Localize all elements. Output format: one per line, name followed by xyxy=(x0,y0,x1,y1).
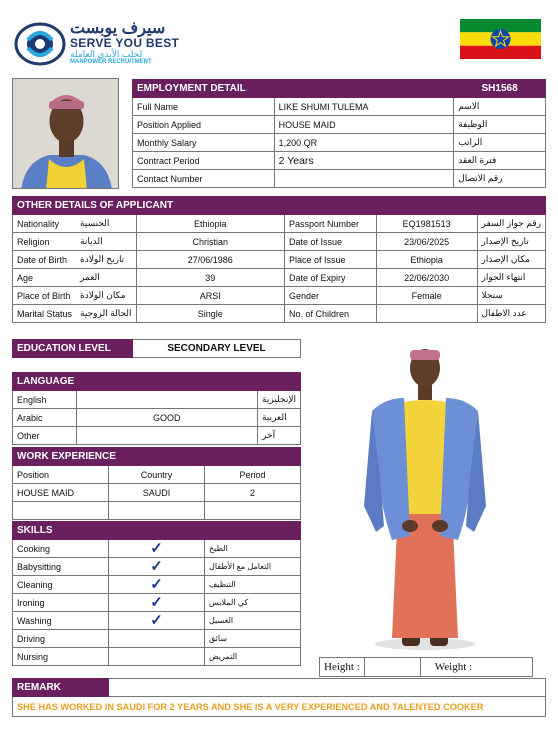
skill-label: Cooking xyxy=(13,540,109,558)
detail-label-ar: تاريخ الولادة xyxy=(76,251,136,269)
work-row xyxy=(13,484,301,502)
other-details-row xyxy=(13,287,546,305)
employment-label: Contact Number xyxy=(133,170,275,188)
language-label: Other xyxy=(13,427,77,445)
detail-label: Age xyxy=(13,269,77,287)
height-label: Height : xyxy=(320,658,365,677)
detail-value: 23/06/2025 xyxy=(376,233,477,251)
skill-label: Ironing xyxy=(13,594,109,612)
language-label-ar: العربية xyxy=(258,409,301,427)
detail-label-ar: الحالة الزوجية xyxy=(76,305,136,323)
work-column-header: Period xyxy=(205,466,301,484)
language-title: LANGUAGE xyxy=(13,373,301,391)
remark-text: SHE HAS WORKED IN SAUDI FOR 2 YEARS AND SHE IS A VERY EXPERIENCED AND TALENTED COOKER xyxy=(13,697,546,717)
skill-label: Cleaning xyxy=(13,576,109,594)
employment-row xyxy=(133,152,546,170)
other-details-title: OTHER DETAILS OF APPLICANT xyxy=(13,197,546,215)
language-row xyxy=(13,391,301,409)
education-label: EDUCATION LEVEL xyxy=(13,340,133,358)
education-value: SECONDARY LEVEL xyxy=(133,340,301,358)
employment-value: 2 Years xyxy=(274,152,454,170)
checkmark-icon: ✓ xyxy=(109,576,205,594)
employment-label: Monthly Salary xyxy=(133,134,275,152)
remark-title-filler xyxy=(109,679,546,697)
applicant-code: SH1568 xyxy=(454,80,546,98)
skill-label: Babysitting xyxy=(13,558,109,576)
detail-label-ar: رقم جواز السفر xyxy=(477,215,546,233)
logo-english: SERVE YOU BEST xyxy=(70,36,180,50)
skill-check-empty xyxy=(109,648,205,666)
skill-label: Driving xyxy=(13,630,109,648)
weight-value xyxy=(476,658,532,677)
employment-value xyxy=(274,170,454,188)
work-cell: 2 xyxy=(205,484,301,502)
detail-label-ar: الجنسية xyxy=(76,215,136,233)
company-logo xyxy=(14,18,184,68)
detail-label: Gender xyxy=(285,287,377,305)
other-details-row xyxy=(13,269,546,287)
employment-label-ar: الوظيفة xyxy=(454,116,546,134)
work-cell xyxy=(13,502,109,520)
detail-value: Female xyxy=(376,287,477,305)
skill-check-empty xyxy=(109,630,205,648)
detail-label-ar: مكان الإصدار xyxy=(477,251,546,269)
detail-value: Ethiopia xyxy=(136,215,284,233)
skill-label-ar: كي الملابس xyxy=(205,594,301,612)
detail-label-ar: سنجلا xyxy=(477,287,546,305)
detail-value: Ethiopia xyxy=(376,251,477,269)
work-header-row xyxy=(13,466,301,484)
applicant-full-photo xyxy=(340,336,510,656)
language-level xyxy=(76,427,257,445)
language-row xyxy=(13,427,301,445)
language-row xyxy=(13,409,301,427)
work-cell: HOUSE MAID xyxy=(13,484,109,502)
employment-value: LIKE SHUMI TULEMA xyxy=(274,98,454,116)
detail-value: 22/06/2030 xyxy=(376,269,477,287)
detail-label: No. of Children xyxy=(285,305,377,323)
employment-value: 1,200 QR xyxy=(274,134,454,152)
employment-row xyxy=(133,134,546,152)
other-details-row xyxy=(13,251,546,269)
employment-label: Full Name xyxy=(133,98,275,116)
skill-row xyxy=(13,630,301,648)
language-section xyxy=(12,372,301,445)
skill-label-ar: الطبخ xyxy=(205,540,301,558)
skill-row xyxy=(13,576,301,594)
checkmark-icon: ✓ xyxy=(109,612,205,630)
employment-row xyxy=(133,116,546,134)
detail-label-ar: تاريخ الإصدار xyxy=(477,233,546,251)
skill-label-ar: سائق xyxy=(205,630,301,648)
work-column-header: Country xyxy=(109,466,205,484)
detail-label: Marital Status xyxy=(13,305,77,323)
skill-row xyxy=(13,594,301,612)
skill-label-ar: التمريض xyxy=(205,648,301,666)
employment-label: Position Applied xyxy=(133,116,275,134)
detail-label-ar: عدد الاطفال xyxy=(477,305,546,323)
work-cell: SAUDI xyxy=(109,484,205,502)
remark-title: REMARK xyxy=(13,679,109,697)
skill-label: Washing xyxy=(13,612,109,630)
skills-section xyxy=(12,521,301,666)
skill-label-ar: التنظيف xyxy=(205,576,301,594)
detail-value: Christian xyxy=(136,233,284,251)
weight-label: Weight : xyxy=(420,658,476,677)
employment-row xyxy=(133,98,546,116)
logo-arabic: سيرف يوبست xyxy=(70,20,166,37)
detail-label: Date of Issue xyxy=(285,233,377,251)
detail-label: Nationality xyxy=(13,215,77,233)
employment-label-ar: الاسم xyxy=(454,98,546,116)
detail-value: 39 xyxy=(136,269,284,287)
education-section xyxy=(12,339,301,358)
detail-label: Date of Expiry xyxy=(285,269,377,287)
detail-label-ar: العمر xyxy=(76,269,136,287)
skill-row xyxy=(13,612,301,630)
employment-label-ar: فترة العقد xyxy=(454,152,546,170)
detail-value: Single xyxy=(136,305,284,323)
language-label-ar: الإنجليزية xyxy=(258,391,301,409)
work-row xyxy=(13,502,301,520)
detail-value: ARSI xyxy=(136,287,284,305)
employment-value: HOUSE MAID xyxy=(274,116,454,134)
detail-label-ar: انتهاء الجواز xyxy=(477,269,546,287)
language-label: Arabic xyxy=(13,409,77,427)
language-label: English xyxy=(13,391,77,409)
detail-label-ar: الديانة xyxy=(76,233,136,251)
logo-mark-icon xyxy=(14,22,66,66)
language-level xyxy=(76,391,257,409)
employment-label-ar: رقم الاتصال xyxy=(454,170,546,188)
work-experience-section xyxy=(12,447,301,520)
work-column-header: Position xyxy=(13,466,109,484)
measurements-row xyxy=(319,657,533,677)
detail-value: 27/06/1986 xyxy=(136,251,284,269)
skill-label-ar: الغسيل xyxy=(205,612,301,630)
checkmark-icon: ✓ xyxy=(109,594,205,612)
employment-title: EMPLOYMENT DETAIL xyxy=(133,80,454,98)
skill-row xyxy=(13,648,301,666)
skill-label-ar: التعامل مع الأطفال xyxy=(205,558,301,576)
ethiopia-flag-icon xyxy=(460,19,541,59)
remark-section xyxy=(12,678,546,717)
checkmark-icon: ✓ xyxy=(109,540,205,558)
detail-label: Religion xyxy=(13,233,77,251)
other-details-row xyxy=(13,233,546,251)
height-value xyxy=(364,658,420,677)
employment-label: Contract Period xyxy=(133,152,275,170)
employment-row xyxy=(133,170,546,188)
other-details-section xyxy=(12,196,546,323)
detail-label: Date of Birth xyxy=(13,251,77,269)
skill-label: Nursing xyxy=(13,648,109,666)
work-cell xyxy=(205,502,301,520)
logo-sub: MANPOWER RECRUITMENT xyxy=(70,59,152,65)
skills-title: SKILLS xyxy=(13,522,301,540)
other-details-row xyxy=(13,305,546,323)
detail-label: Passport Number xyxy=(285,215,377,233)
skill-row xyxy=(13,558,301,576)
skill-row xyxy=(13,540,301,558)
other-details-row xyxy=(13,215,546,233)
detail-label-ar: مكان الولادة xyxy=(76,287,136,305)
checkmark-icon: ✓ xyxy=(109,558,205,576)
detail-label: Place of Birth xyxy=(13,287,77,305)
detail-value xyxy=(376,305,477,323)
work-experience-title: WORK EXPERIENCE xyxy=(13,448,301,466)
detail-value: EQ1981513 xyxy=(376,215,477,233)
work-cell xyxy=(109,502,205,520)
employment-detail-section xyxy=(132,79,546,188)
employment-label-ar: الراتب xyxy=(454,134,546,152)
language-label-ar: آخر xyxy=(258,427,301,445)
logo-arabic-sub: لجلب الأيدي العاملة xyxy=(70,49,143,59)
applicant-headshot xyxy=(12,78,119,189)
language-level: GOOD xyxy=(76,409,257,427)
detail-label: Place of Issue xyxy=(285,251,377,269)
